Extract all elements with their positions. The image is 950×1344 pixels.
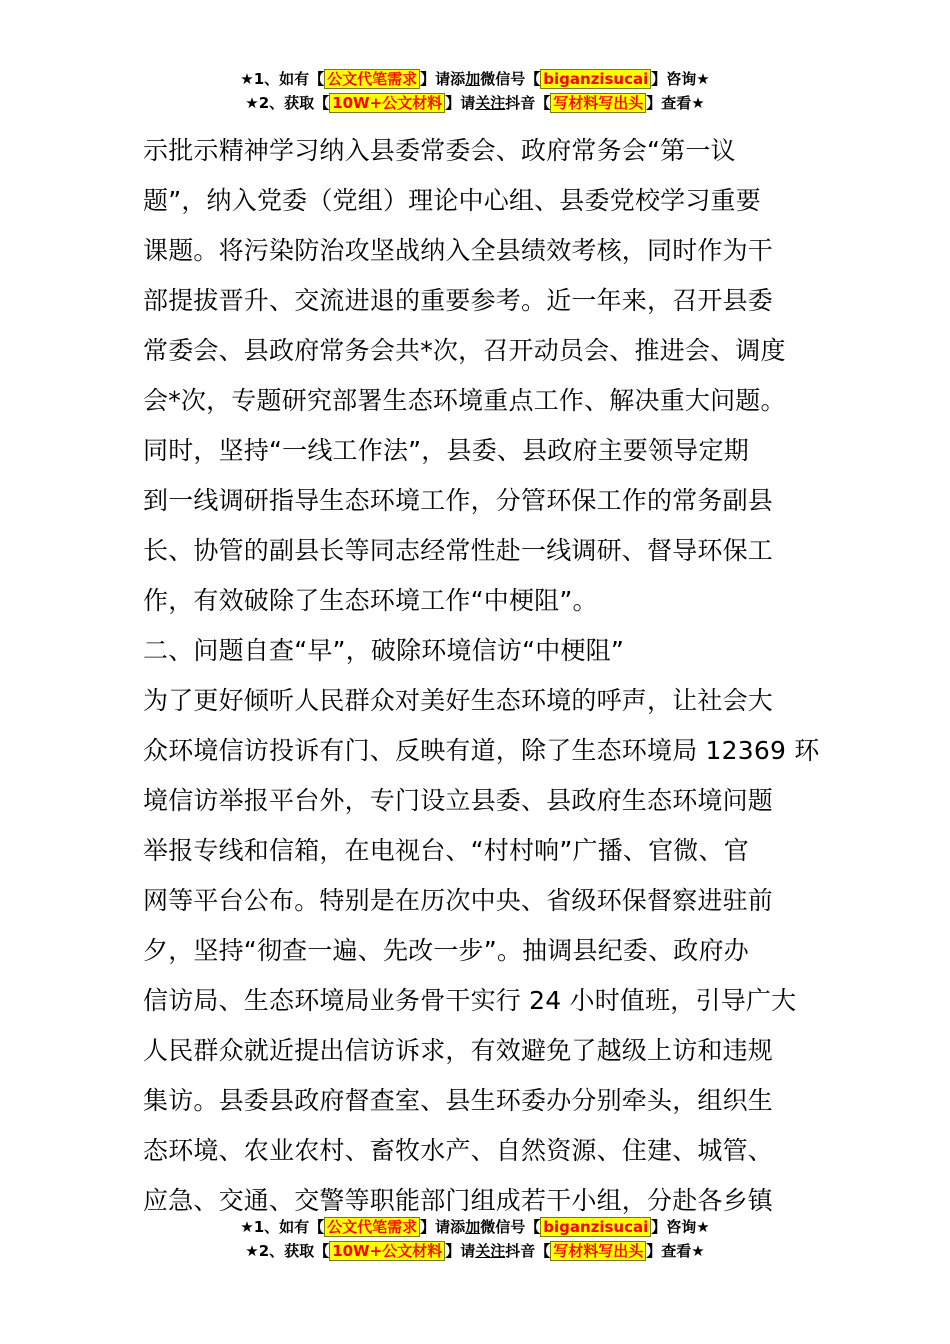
document-body xyxy=(143,126,820,1226)
body-line: 信访局、生态环境局业务骨干实行 24 小时值班，引导广大 xyxy=(143,986,797,1015)
banner-text: 】请添 xyxy=(420,1218,466,1236)
body-line: 会*次，专题研究部署生态环境重点工作、解决重大问题。 xyxy=(143,386,786,415)
highlight-materials: 10W+公文材料 xyxy=(329,93,445,113)
banner-text: 抖音【 xyxy=(505,94,551,112)
body-line: 作，有效破除了生态环境工作“中梗阻”。 xyxy=(143,586,598,615)
body-line: 举报专线和信箱，在电视台、“村村响”广播、官微、官 xyxy=(143,836,749,865)
banner-text: 】查看★ xyxy=(646,94,705,112)
banner-row-2 xyxy=(0,92,950,116)
banner-emphasis: 关注 xyxy=(475,94,506,112)
highlight-service: 公文代笔需求 xyxy=(324,1217,420,1237)
highlight-douyin: 写材料写出头 xyxy=(550,1241,646,1261)
footer-banner xyxy=(0,1216,950,1264)
body-line: 长、协管的副县长等同志经常性赴一线调研、督导环保工 xyxy=(143,536,774,565)
body-line: 众环境信访投诉有门、反映有道，除了生态环境局 12369 环 xyxy=(143,736,820,765)
banner-text: ★1、如有【 xyxy=(240,1218,325,1236)
banner-text: ★1、如有【 xyxy=(240,70,325,88)
body-line: 应急、交通、交警等职能部门组成若干小组，分赴各乡镇 xyxy=(143,1186,774,1215)
banner-text: 】请 xyxy=(445,94,476,112)
body-line: 集访。县委县政府督查室、县生环委办分别牵头，组织生 xyxy=(143,1086,774,1115)
body-line: 常委会、县政府常务会共*次，召开动员会、推进会、调度 xyxy=(143,336,786,365)
body-line: 人民群众就近提出信访诉求，有效避免了越级上访和违规 xyxy=(143,1036,774,1065)
banner-text: 】请添 xyxy=(420,70,466,88)
body-line: 题”，纳入党委（党组）理论中心组、县委党校学习重要 xyxy=(143,186,761,215)
banner-emphasis: 关注 xyxy=(475,1242,506,1260)
highlight-wechat-id: biganzisucai xyxy=(540,69,651,89)
banner-text: 】查看★ xyxy=(646,1242,705,1260)
banner-text: ★2、获取【 xyxy=(245,1242,330,1260)
banner-text: 】咨询★ xyxy=(651,1218,710,1236)
highlight-materials: 10W+公文材料 xyxy=(329,1241,445,1261)
body-line: 网等平台公布。特别是在历次中央、省级环保督察进驻前 xyxy=(143,886,774,915)
banner-text: 】请 xyxy=(445,1242,476,1260)
section-heading: 二、问题自查“早”，破除环境信访“中梗阻” xyxy=(143,636,625,665)
highlight-service: 公文代笔需求 xyxy=(324,69,420,89)
banner-text: ★2、获取【 xyxy=(245,94,330,112)
highlight-douyin: 写材料写出头 xyxy=(550,93,646,113)
body-line: 态环境、农业农村、畜牧水产、自然资源、住建、城管、 xyxy=(143,1136,774,1165)
banner-text: 微信号【 xyxy=(480,1218,541,1236)
banner-text: 抖音【 xyxy=(505,1242,551,1260)
body-line: 到一线调研指导生态环境工作，分管环保工作的常务副县 xyxy=(143,486,774,515)
highlight-wechat-id: biganzisucai xyxy=(540,1217,651,1237)
banner-text: 微信号【 xyxy=(480,70,541,88)
body-line: 夕，坚持“彻查一遍、先改一步”。抽调县纪委、政府办 xyxy=(143,936,749,965)
banner-emphasis: 加 xyxy=(465,70,481,88)
banner-row-1 xyxy=(0,68,950,92)
banner-row-1 xyxy=(0,1216,950,1240)
banner-row-2 xyxy=(0,1240,950,1264)
body-line: 境信访举报平台外，专门设立县委、县政府生态环境问题 xyxy=(143,786,774,815)
body-line: 课题。将污染防治攻坚战纳入全县绩效考核，同时作为干 xyxy=(143,236,774,265)
body-line: 为了更好倾听人民群众对美好生态环境的呼声，让社会大 xyxy=(143,686,774,715)
banner-emphasis: 加 xyxy=(465,1218,481,1236)
banner-text: 】咨询★ xyxy=(651,70,710,88)
body-line: 同时，坚持“一线工作法”，县委、县政府主要领导定期 xyxy=(143,436,749,465)
body-line: 部提拔晋升、交流进退的重要参考。近一年来，召开县委 xyxy=(143,286,774,315)
header-banner xyxy=(0,68,950,116)
body-line: 示批示精神学习纳入县委常委会、政府常务会“第一议 xyxy=(143,136,736,165)
